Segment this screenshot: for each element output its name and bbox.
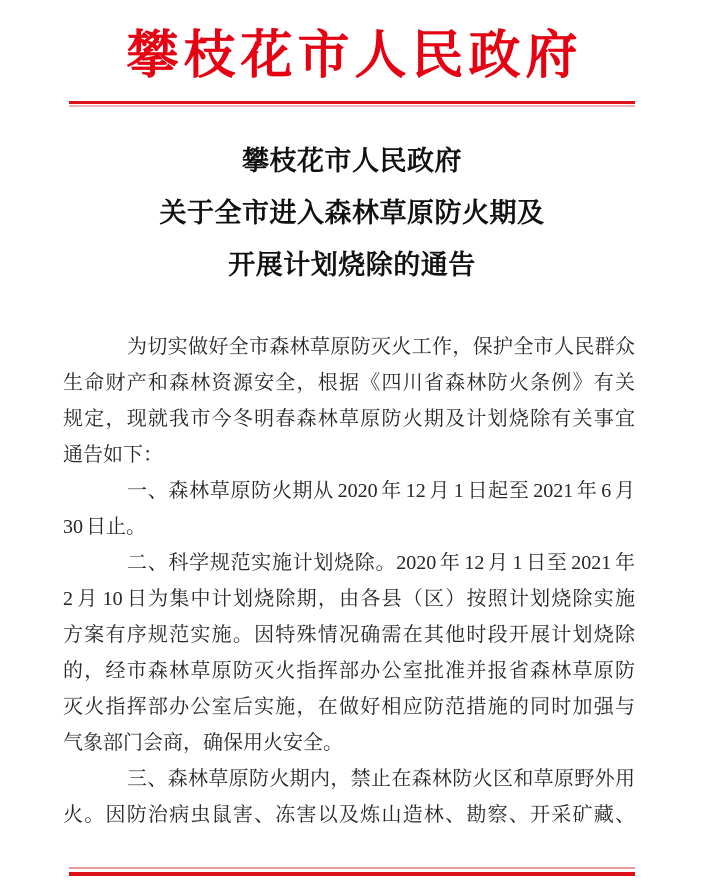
body-line: 方案有序规范实施。因特殊情况确需在其他时段开展计划烧除 bbox=[63, 624, 635, 646]
title-line-1: 攀枝花市人民政府 bbox=[242, 146, 462, 176]
body-line: 的，经市森林草原防灭火指挥部办公室批准并报省森林草原防 bbox=[63, 660, 635, 682]
body-line: 通告如下： bbox=[63, 444, 163, 466]
body-line: 灭火指挥部办公室后实施，在做好相应防范措施的同时加强与 bbox=[63, 696, 635, 718]
document-body bbox=[0, 329, 704, 833]
gov-banner bbox=[0, 0, 704, 88]
footer-divider bbox=[69, 867, 635, 876]
body-line: 二、科学规范实施计划烧除。2020 年 12 月 1 日至 2021 年 bbox=[127, 552, 635, 574]
body-line: 规定，现就我市今冬明春森林草原防火期及计划烧除有关事宜 bbox=[63, 408, 635, 430]
body-line: 2 月 10 日为集中计划烧除期，由各县（区）按照计划烧除实施 bbox=[63, 588, 635, 610]
header-divider-thin-line bbox=[69, 105, 635, 107]
body-line: 生命财产和森林资源安全，根据《四川省森林防火条例》有关 bbox=[63, 372, 635, 394]
header-divider bbox=[69, 101, 635, 107]
body-line: 气象部门会商，确保用火安全。 bbox=[63, 732, 343, 754]
body-line: 一、森林草原防火期从 2020 年 12 月 1 日起至 2021 年 6 月 bbox=[127, 480, 635, 502]
gov-banner-title: 攀枝花市人民政府 bbox=[126, 28, 583, 85]
body-line: 为切实做好全市森林草原防灭火工作，保护全市人民群众 bbox=[127, 336, 635, 358]
body-line: 三、森林草原防火期内，禁止在森林防火区和草原野外用 bbox=[127, 768, 635, 790]
footer-divider-thick-line bbox=[69, 872, 635, 876]
title-line-2: 关于全市进入森林草原防火期及 bbox=[159, 198, 545, 228]
body-line: 火。因防治病虫鼠害、冻害以及炼山造林、勘察、开采矿藏、 bbox=[63, 804, 635, 826]
body-line: 30 日止。 bbox=[63, 516, 146, 538]
document-title bbox=[0, 135, 704, 291]
title-line-3: 开展计划烧除的通告 bbox=[228, 250, 476, 280]
